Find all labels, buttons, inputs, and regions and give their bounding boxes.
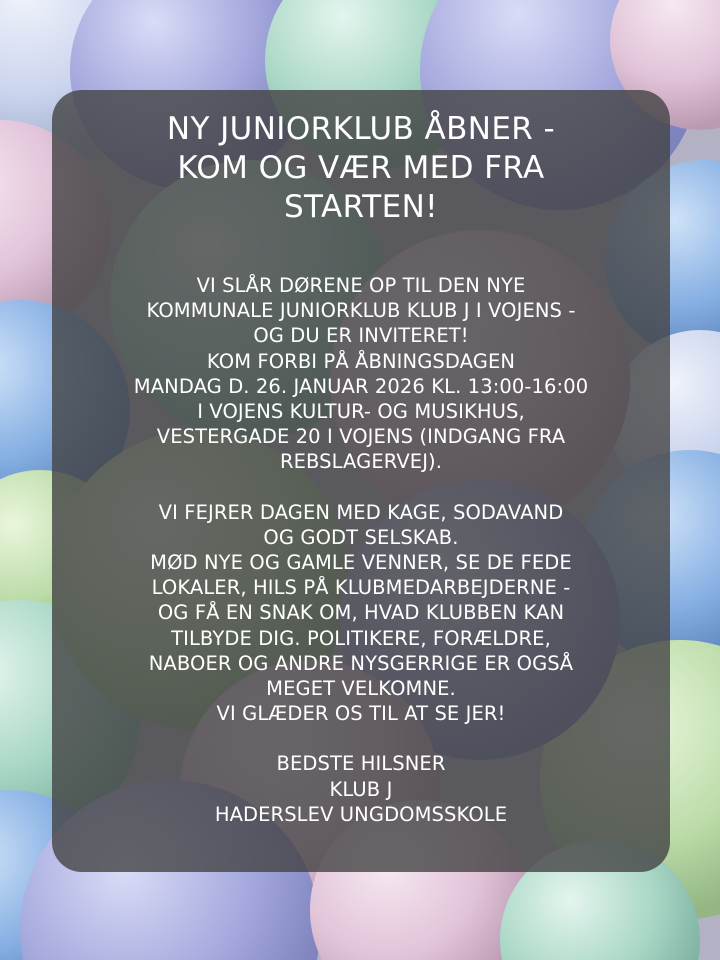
intro-paragraph (52, 273, 670, 475)
body-line: VI SLÅR DØRENE OP TIL DEN NYE (196, 274, 526, 297)
body-line: NABOER OG ANDRE NYSGERRIGE ER OGSÅ (148, 651, 574, 675)
signature (52, 751, 670, 827)
body-line: I VOJENS KULTUR- OG MUSIKHUS, (197, 400, 525, 424)
body-line: OG FÅ EN SNAK OM, HVAD KLUBBEN KAN (157, 601, 565, 625)
event-address: VESTERGADE 20 I VOJENS (INDGANG FRA (156, 425, 566, 449)
body-line: KOM FORBI PÅ ÅBNINGSDAGEN (206, 349, 516, 373)
paragraph-spacer (52, 475, 670, 500)
signature-line: KLUB J (329, 777, 393, 801)
body-line: TILBYDE DIG. POLITIKERE, FORÆLDRE, (171, 626, 551, 650)
body-line: VI GLÆDER OS TIL AT SE JER! (216, 702, 506, 726)
body-line: OG GODT SELSKAB. (263, 525, 459, 549)
body-line: KOMMUNALE JUNIORKLUB KLUB J I VOJENS - (146, 299, 576, 323)
title-line: NY JUNIORKLUB ÅBNER - (166, 111, 556, 147)
body-line: MØD NYE OG GAMLE VENNER, SE DE FEDE (150, 551, 572, 575)
title-line: KOM OG VÆR MED FRA (177, 150, 545, 186)
celebration-paragraph (52, 500, 670, 727)
body-line: OG DU ER INVITERET! (253, 324, 469, 348)
paragraph-spacer (52, 726, 670, 751)
body-line: REBSLAGERVEJ). (279, 450, 443, 474)
signature-line: BEDSTE HILSNER (276, 752, 446, 776)
signature-line: HADERSLEV UNGDOMSSKOLE (214, 802, 508, 826)
invitation-title (52, 110, 670, 227)
event-datetime: MANDAG D. 26. JANUAR 2026 KL. 13:00-16:00 (133, 374, 589, 398)
body-line: LOKALER, HILS PÅ KLUBMEDARBEJDERNE - (151, 576, 571, 600)
body-line: MEGET VELKOMNE. (266, 677, 456, 701)
invitation-body (52, 273, 670, 827)
title-line: STARTEN! (283, 189, 439, 225)
body-line: VI FEJRER DAGEN MED KAGE, SODAVAND (158, 500, 564, 524)
invitation-card (52, 90, 670, 872)
